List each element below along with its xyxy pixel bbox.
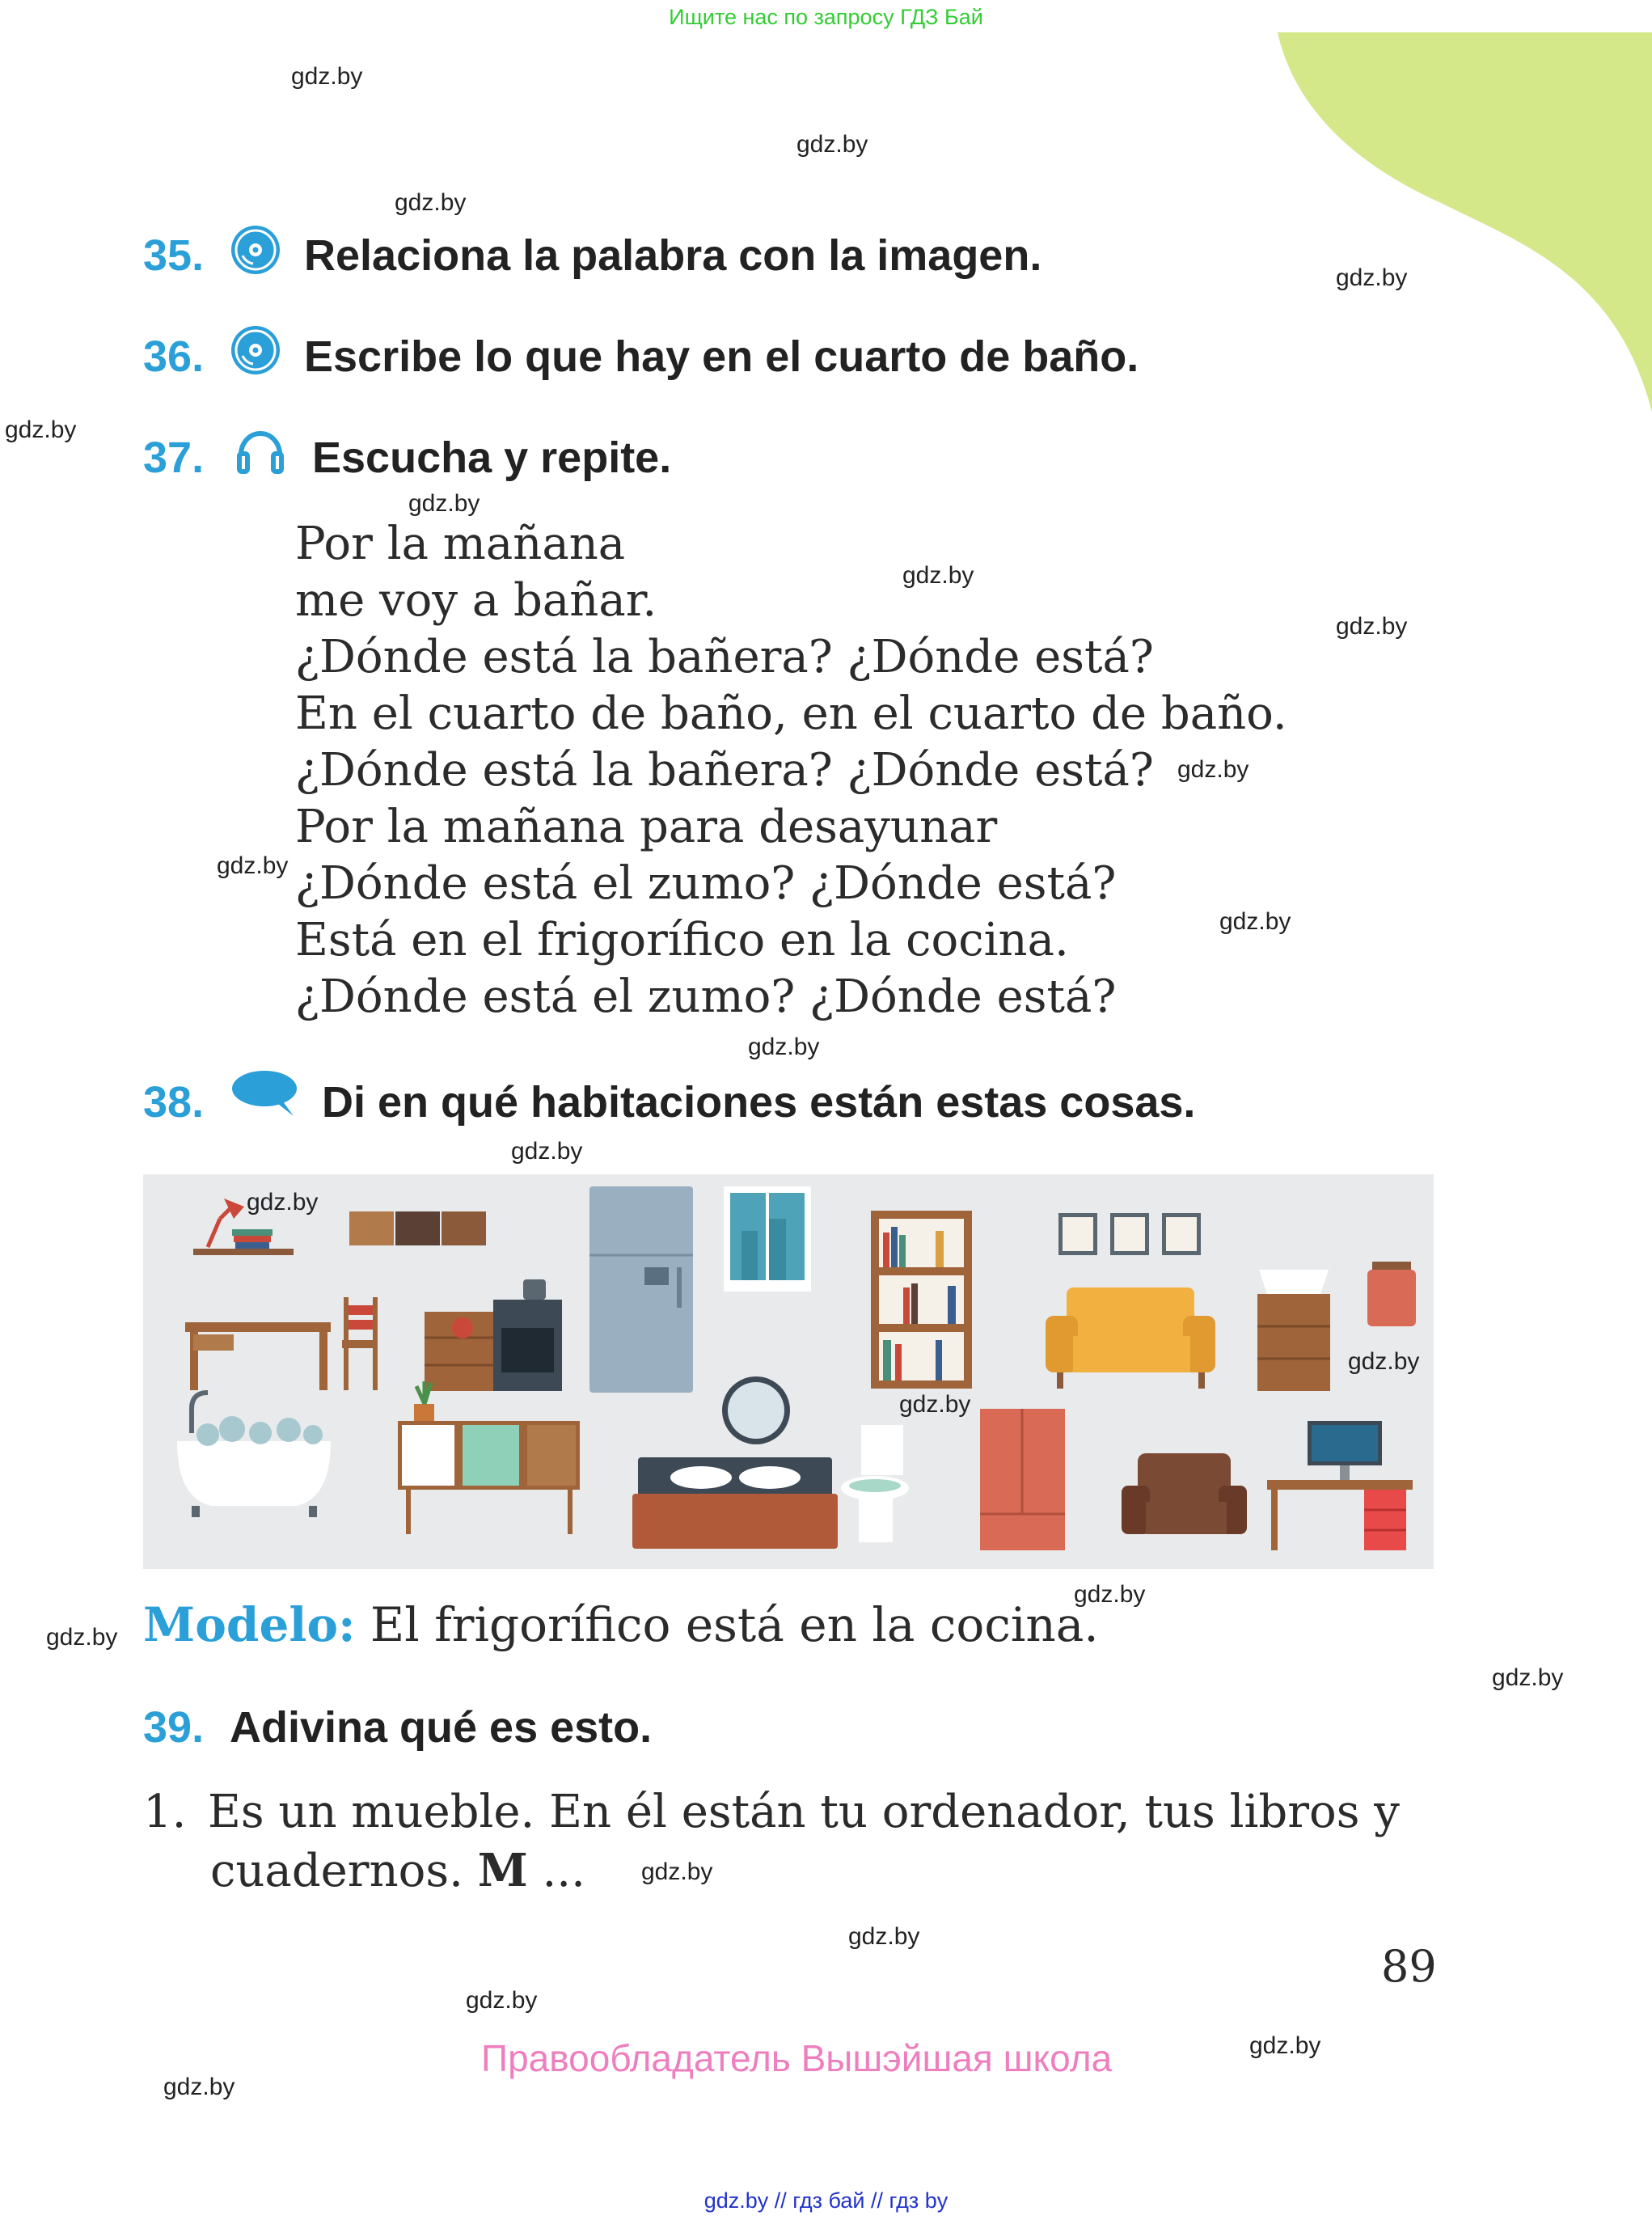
bathtub — [177, 1393, 331, 1517]
poem-line: Está en el frigorífico en la cocina. — [295, 914, 1069, 966]
watermark: gdz.by — [408, 490, 480, 517]
watermark: gdz.by — [902, 562, 974, 589]
wardrobe — [980, 1409, 1065, 1550]
watermark: gdz.by — [163, 2074, 235, 2100]
riddle-line-2-end: ... — [527, 1845, 585, 1897]
riddle-line-1: Es un mueble. En él están tu ordenador, tus libros y — [208, 1786, 1400, 1838]
wall-pictures — [1058, 1213, 1201, 1255]
exercise-37-number: 37. — [143, 433, 205, 482]
footer-links[interactable]: gdz.by // гдз бай // гдз by — [703, 2188, 949, 2213]
desk-and-chair — [185, 1297, 378, 1390]
toilet — [841, 1425, 909, 1542]
poem-line: ¿Dónde está el zumo? ¿Dónde está? — [295, 857, 1117, 910]
watermark: gdz.by — [247, 1189, 319, 1216]
exercise-39-title: Adivina qué es esto. — [230, 1703, 653, 1752]
modelo-label: Modelo: — [143, 1597, 356, 1652]
modelo-text: El frigorífico está en la cocina. — [355, 1597, 1099, 1652]
exercise-35-title: Relaciona la palabra con la imagen. — [304, 231, 1042, 280]
watermark: gdz.by — [848, 1923, 920, 1950]
exercise-38-title: Di en qué habitaciones están estas cosas. — [322, 1078, 1196, 1127]
poem-line: me voy a bañar. — [295, 574, 657, 627]
watermark: gdz.by — [1074, 1581, 1146, 1608]
poem-line: Por la mañana para desayunar — [295, 801, 998, 853]
watermark: gdz.by — [217, 852, 289, 879]
riddle-answer-hint: M — [477, 1844, 528, 1897]
watermark: gdz.by — [796, 131, 868, 158]
page-number: 89 — [1381, 1941, 1437, 1992]
armchair — [1122, 1453, 1247, 1534]
watermark: gdz.by — [291, 63, 363, 90]
exercise-37-title: Escucha y repite. — [312, 433, 672, 482]
watermark: gdz.by — [1249, 2032, 1321, 2059]
sink-cabinet — [1257, 1270, 1330, 1391]
watermark: gdz.by — [641, 1858, 713, 1885]
top-banner[interactable]: Ищите нас по запросу ГДЗ Бай — [669, 5, 983, 29]
poem — [295, 516, 1287, 1025]
exercise-35-number: 35. — [143, 231, 205, 280]
exercise-39-number: 39. — [143, 1703, 205, 1752]
speech-bubble-icon — [230, 1069, 298, 1118]
watermark: gdz.by — [899, 1391, 971, 1418]
poem-line: ¿Dónde está la bañera? ¿Dónde está? — [295, 631, 1154, 683]
fridge — [589, 1186, 693, 1393]
furniture-illustration — [143, 1174, 1434, 1569]
watermark: gdz.by — [1492, 1664, 1564, 1691]
exercise-36-title: Escribe lo que hay en el cuarto de baño. — [304, 332, 1139, 381]
cd-disc-icon — [229, 323, 282, 377]
poem-line: Por la mañana — [295, 518, 626, 570]
poem-line: En el cuarto de baño, en el cuarto de baño. — [295, 687, 1287, 740]
towel — [1367, 1262, 1416, 1326]
copyright-notice: Правообладатель Вышэйшая школа — [481, 2037, 1113, 2079]
watermark: gdz.by — [1336, 264, 1408, 291]
watermark: gdz.by — [1219, 908, 1291, 935]
wall-cabinet — [349, 1211, 486, 1245]
riddle-line-2 — [210, 1844, 585, 1897]
riddle-line-2-text: cuadernos. — [210, 1845, 478, 1897]
watermark: gdz.by — [466, 1987, 538, 2014]
window — [724, 1186, 811, 1292]
decorative-blob — [1278, 32, 1652, 412]
round-mirror — [722, 1376, 790, 1444]
poem-line: ¿Dónde está la bañera? ¿Dónde está? — [295, 744, 1154, 797]
sideboard — [398, 1381, 580, 1534]
modelo-line — [143, 1597, 1099, 1652]
watermark: gdz.by — [5, 416, 77, 443]
headphones-icon — [234, 421, 286, 477]
watermark: gdz.by — [46, 1624, 118, 1651]
watermark: gdz.by — [1348, 1348, 1420, 1375]
computer-desk — [1267, 1421, 1413, 1550]
exercise-36-number: 36. — [143, 332, 205, 381]
bookshelf — [871, 1211, 972, 1389]
bed — [632, 1457, 838, 1549]
watermark: gdz.by — [395, 189, 467, 216]
kitchen-stove — [425, 1279, 562, 1391]
exercise-38-number: 38. — [143, 1078, 205, 1127]
watermark: gdz.by — [1336, 613, 1408, 640]
cd-disc-icon — [229, 223, 282, 277]
poem-line: ¿Dónde está el zumo? ¿Dónde está? — [295, 970, 1117, 1023]
watermark: gdz.by — [511, 1138, 583, 1165]
watermark: gdz.by — [1177, 756, 1249, 783]
sofa — [1046, 1287, 1215, 1389]
riddle-number: 1. — [143, 1786, 187, 1838]
watermark: gdz.by — [748, 1034, 820, 1060]
